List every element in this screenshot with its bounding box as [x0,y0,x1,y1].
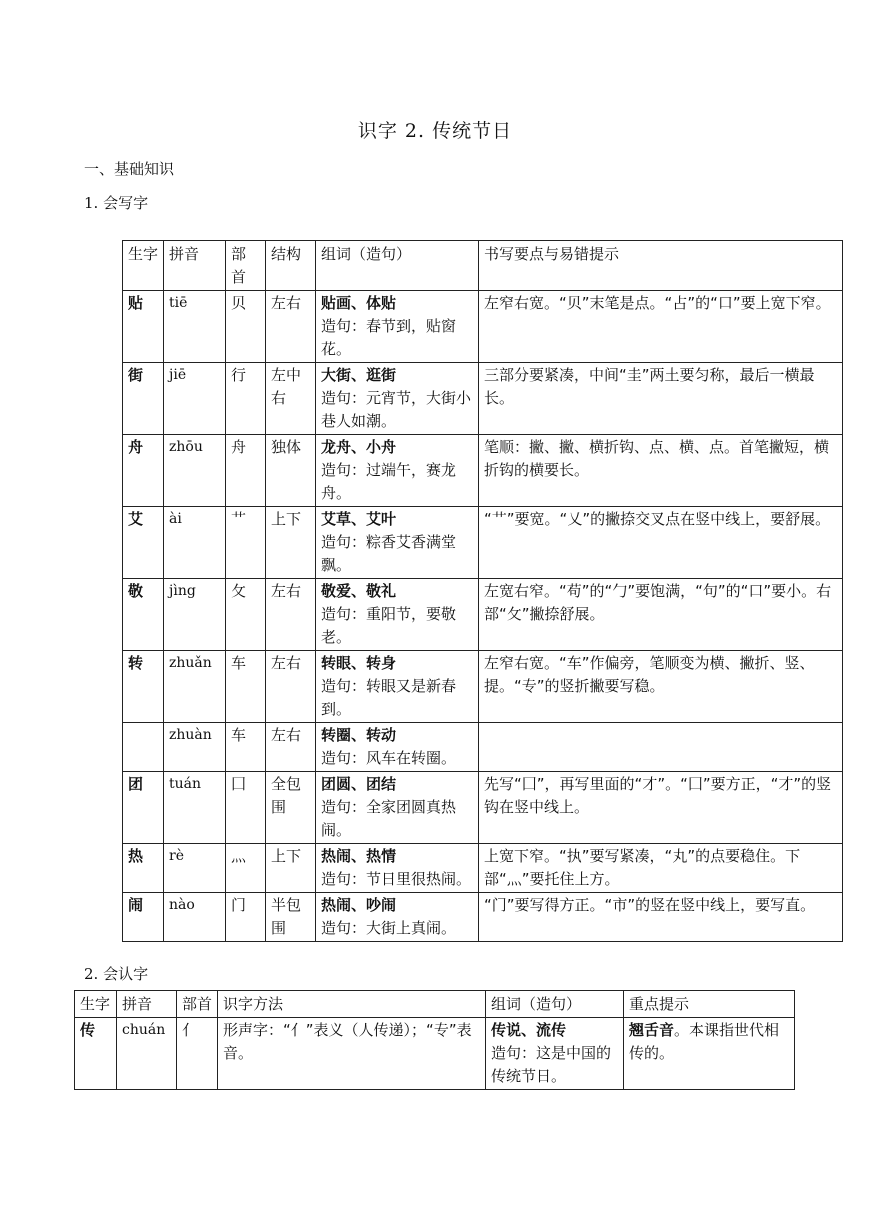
char-cell: 团 [123,772,164,844]
example-sentence: 造句：全家团圆真热闹。 [321,798,457,839]
word-group: 热闹、热情 [321,847,397,865]
radical-cell: 攵 [226,579,266,651]
structure-cell: 上下 [266,844,316,893]
structure-cell: 全包围 [266,772,316,844]
pinyin-cell: zhōu [164,435,226,507]
word-group: 敬爱、敬礼 [321,582,397,600]
char-cell: 转 [123,651,164,723]
radical-cell: 舟 [226,435,266,507]
pinyin-cell: chuán [117,1018,177,1090]
word-group: 转圈、转动 [321,726,397,744]
table-row [123,723,843,772]
radical-cell: 灬 [226,844,266,893]
table-row [123,363,843,435]
structure-cell: 左右 [266,723,316,772]
example-sentence: 造句：转眼又是新春到。 [321,677,457,718]
table-row [123,772,843,844]
structure-cell: 半包围 [266,893,316,942]
col-header-pinyin: 拼音 [164,241,226,291]
words-cell [316,579,479,651]
table-row [123,435,843,507]
radical-cell: 亻 [177,1018,218,1090]
tip-cell: 左窄右宽。“贝”末笔是点。“占”的“口”要上宽下窄。 [479,291,843,363]
radical-cell: 车 [226,723,266,772]
tip-keyword: 翘舌音 [629,1021,675,1039]
words-cell [316,291,479,363]
example-sentence: 造句：元宵节，大街小巷人如潮。 [321,389,472,430]
char-cell: 街 [123,363,164,435]
pinyin-cell: tiē [164,291,226,363]
example-sentence: 造句：节日里很热闹。 [321,870,472,888]
structure-cell: 独体 [266,435,316,507]
structure-cell: 左右 [266,291,316,363]
tip-text: 。本课指世代相传的。 [629,1021,780,1062]
example-sentence: 造句：春节到，贴窗花。 [321,317,457,358]
char-cell: 热 [123,844,164,893]
col-header-tips: 书写要点与易错提示 [479,241,843,291]
example-sentence: 造句：大街上真闹。 [321,919,457,937]
tip-cell [624,1018,795,1090]
col-header-pinyin: 拼音 [117,991,177,1018]
subheading-write-chars: 1. 会写字 [84,194,149,212]
method-cell: 形声字：“亻”表义（人传递）；“专”表音。 [218,1018,486,1090]
pinyin-cell: tuán [164,772,226,844]
table-row [123,844,843,893]
table-row [123,291,843,363]
tip-cell: “门”要写得方正。“市”的竖在竖中线上，要写直。 [479,893,843,942]
col-header-words: 组词（造句） [486,991,624,1018]
word-group: 转眼、转身 [321,654,397,672]
words-cell [316,651,479,723]
char-cell [123,723,164,772]
col-header-words: 组词（造句） [316,241,479,291]
radical-cell: 贝 [226,291,266,363]
example-sentence: 造句：风车在转圈。 [321,749,457,767]
col-header-tip: 重点提示 [624,991,795,1018]
char-cell: 舟 [123,435,164,507]
pinyin-cell: jiē [164,363,226,435]
pinyin-cell: jìng [164,579,226,651]
pinyin-cell: nào [164,893,226,942]
col-header-radical: 部首 [226,241,266,291]
pinyin-cell: ài [164,507,226,579]
word-group: 团圆、团结 [321,775,397,793]
recognize-characters-table [74,990,795,1090]
page-title: 识字 2. 传统节日 [357,120,513,142]
tip-cell: 先写“囗”，再写里面的“才”。“囗”要方正，“才”的竖钩在竖中线上。 [479,772,843,844]
char-cell: 艾 [123,507,164,579]
structure-cell: 左右 [266,651,316,723]
pinyin-cell: zhuàn [164,723,226,772]
words-cell [486,1018,624,1090]
col-header-char: 生字 [123,241,164,291]
pinyin-cell: rè [164,844,226,893]
word-group: 贴画、体贴 [321,294,397,312]
words-cell [316,723,479,772]
tip-cell: 笔顺：撇、撇、横折钩、点、横、点。首笔撇短，横折钩的横要长。 [479,435,843,507]
example-sentence: 造句：这是中国的传统节日。 [491,1044,612,1085]
table-row [123,507,843,579]
col-header-structure: 结构 [266,241,316,291]
tip-cell: “艹”要宽。“乂”的撇捺交叉点在竖中线上，要舒展。 [479,507,843,579]
char-cell: 闹 [123,893,164,942]
col-header-method: 识字方法 [218,991,486,1018]
tip-cell: 三部分要紧凑，中间“圭”两土要匀称，最后一横最长。 [479,363,843,435]
word-group: 大街、逛街 [321,366,397,384]
radical-cell: 艹 [226,507,266,579]
words-cell [316,772,479,844]
tip-cell: 左窄右宽。“车”作偏旁，笔顺变为横、撇折、竖、提。“专”的竖折撇要写稳。 [479,651,843,723]
word-group: 传说、流传 [491,1021,567,1039]
structure-cell: 上下 [266,507,316,579]
words-cell [316,507,479,579]
tip-cell: 上宽下窄。“执”要写紧凑，“丸”的点要稳住。下部“灬”要托住上方。 [479,844,843,893]
words-cell [316,363,479,435]
structure-cell: 左中右 [266,363,316,435]
table-row [75,1018,795,1090]
words-cell [316,435,479,507]
radical-cell: 行 [226,363,266,435]
table-header-row [123,241,843,291]
col-header-radical: 部首 [177,991,218,1018]
radical-cell: 车 [226,651,266,723]
words-cell [316,893,479,942]
radical-cell: 门 [226,893,266,942]
pinyin-cell: zhuǎn [164,651,226,723]
write-characters-table [122,240,843,942]
char-cell: 敬 [123,579,164,651]
table-row [123,651,843,723]
tip-cell [479,723,843,772]
word-group: 龙舟、小舟 [321,438,397,456]
table-header-row [75,991,795,1018]
table-row [123,579,843,651]
words-cell [316,844,479,893]
structure-cell: 左右 [266,579,316,651]
example-sentence: 造句：粽香艾香满堂飘。 [321,533,457,574]
table-row [123,893,843,942]
example-sentence: 造句：过端午，赛龙舟。 [321,461,457,502]
example-sentence: 造句：重阳节，要敬老。 [321,605,457,646]
radical-cell: 囗 [226,772,266,844]
tip-cell: 左宽右窄。“苟”的“勹”要饱满，“句”的“口”要小。右部“攵”撇捺舒展。 [479,579,843,651]
section-heading-basics: 一、基础知识 [84,160,175,178]
subheading-recognize-chars: 2. 会认字 [84,965,149,983]
word-group: 热闹、吵闹 [321,896,397,914]
char-cell: 传 [75,1018,117,1090]
char-cell: 贴 [123,291,164,363]
col-header-char: 生字 [75,991,117,1018]
word-group: 艾草、艾叶 [321,510,397,528]
